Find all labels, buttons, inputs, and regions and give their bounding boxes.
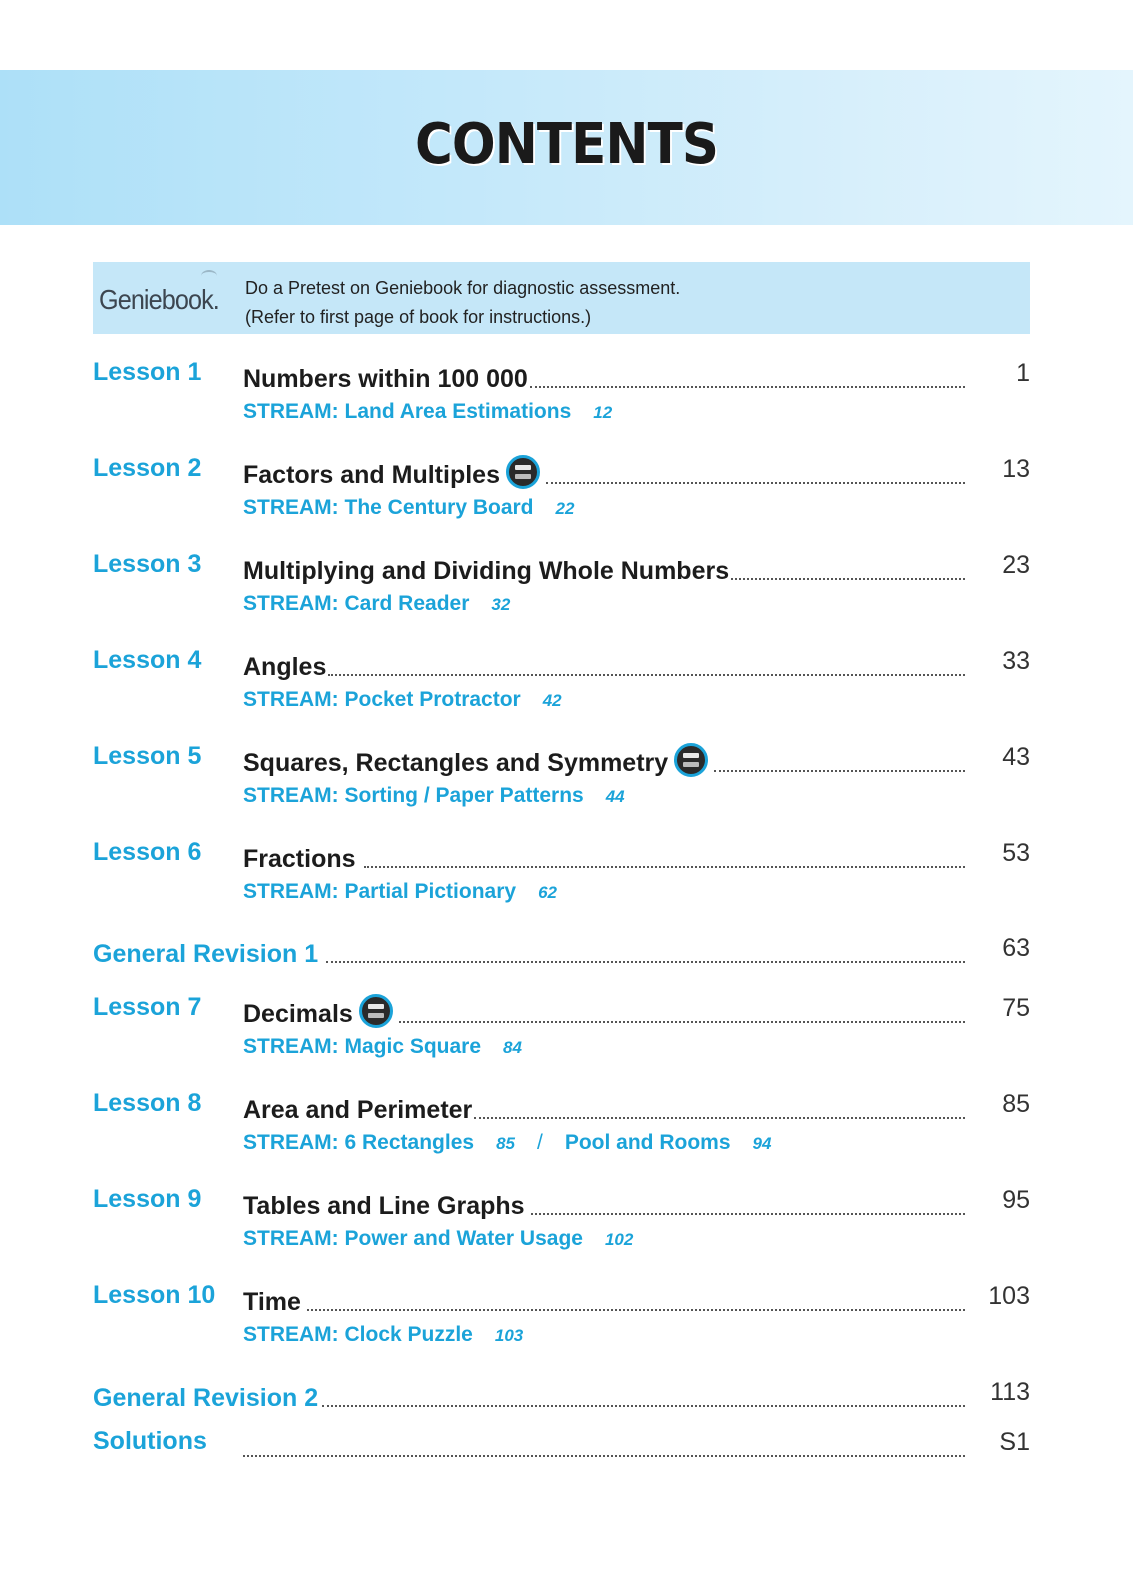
page-title: CONTENTS (414, 112, 719, 177)
lesson-title[interactable]: Area and Perimeter (243, 1096, 473, 1124)
toc-entry-lesson-6[interactable] (0, 838, 1133, 903)
page-number: 113 (990, 1378, 1030, 1406)
stream-page-number: 12 (593, 403, 613, 422)
stream-activity: STREAM: Magic Square 84 (243, 1035, 522, 1058)
lesson-label: Lesson 10 (93, 1281, 216, 1309)
geniebook-text (245, 274, 680, 332)
page-number: 75 (1002, 994, 1030, 1022)
dot-leader (326, 960, 965, 963)
dot-leader (731, 577, 965, 580)
stream-activity: STREAM: 6 Rectangles 85 / Pool and Rooms 94 (243, 1131, 772, 1154)
dot-leader (243, 1454, 965, 1457)
stream-page-number: 44 (605, 787, 625, 806)
stream-page-number: 103 (494, 1326, 524, 1345)
geniebook-line-1: Do a Pretest on Geniebook for diagnostic assessment. (245, 278, 681, 298)
toc-entry-lesson-8[interactable] (0, 1089, 1133, 1154)
toc-entry-lesson-3[interactable] (0, 550, 1133, 615)
dot-leader (328, 673, 965, 676)
section-title[interactable]: General Revision 1 (93, 940, 319, 968)
lesson-title[interactable]: Fractions (243, 845, 356, 873)
lesson-title[interactable]: Factors and Multiples (243, 461, 500, 489)
geniebook-logo: Geniebook. (99, 284, 219, 315)
lesson-label: Lesson 8 (93, 1089, 202, 1117)
dot-leader (530, 385, 965, 388)
lesson-title[interactable]: Numbers within 100 000 (243, 365, 528, 393)
toc-entry-lesson-9[interactable] (0, 1185, 1133, 1250)
section-title[interactable]: Solutions (93, 1427, 207, 1455)
lesson-label: Lesson 1 (93, 358, 202, 386)
stream-separator: / (536, 1131, 543, 1154)
lesson-title[interactable]: Angles (243, 653, 327, 681)
stream-activity: STREAM: Land Area Estimations 12 (243, 400, 613, 423)
dot-leader (546, 481, 965, 484)
dot-leader (714, 769, 965, 772)
stream-page-number: 84 (503, 1038, 522, 1057)
e-learning-icon (359, 994, 393, 1028)
lesson-label: Lesson 6 (93, 838, 202, 866)
geniebook-line-2: (Refer to first page of book for instructions.) (245, 307, 592, 327)
section-title[interactable]: General Revision 2 (93, 1384, 319, 1412)
lesson-label: Lesson 2 (93, 454, 202, 482)
toc-entry-solutions[interactable] (0, 1427, 1133, 1467)
lesson-title[interactable]: Tables and Line Graphs (243, 1192, 525, 1220)
e-learning-icon (674, 743, 708, 777)
lesson-label: Lesson 7 (93, 993, 202, 1021)
lesson-title[interactable]: Squares, Rectangles and Symmetry (243, 749, 669, 777)
lesson-label: Lesson 3 (93, 550, 202, 578)
stream-activity: STREAM: Power and Water Usage 102 (243, 1227, 634, 1250)
toc-entry-lesson-1[interactable] (0, 358, 1133, 423)
page-number: 63 (1002, 934, 1030, 962)
lesson-label: Lesson 5 (93, 742, 202, 770)
toc-entry-general-revision-1[interactable] (0, 933, 1133, 973)
toc-entry-lesson-2[interactable] (0, 454, 1133, 519)
lesson-label: Lesson 4 (93, 646, 202, 674)
page-number: S1 (999, 1428, 1030, 1456)
lesson-label: Lesson 9 (93, 1185, 202, 1213)
stream-activity: STREAM: Clock Puzzle 103 (243, 1323, 524, 1346)
stream-activity: STREAM: Sorting / Paper Patterns 44 (243, 784, 625, 807)
toc-entry-lesson-10[interactable] (0, 1281, 1133, 1346)
page-number: 23 (1002, 551, 1030, 579)
stream-activity: STREAM: Card Reader 32 (243, 592, 511, 615)
stream-page-number: 22 (555, 499, 575, 518)
dot-leader (364, 865, 965, 868)
lesson-title[interactable]: Time (243, 1288, 301, 1316)
toc-entry-lesson-7[interactable] (0, 993, 1133, 1058)
page-number: 13 (1002, 455, 1030, 483)
toc-entry-general-revision-2[interactable] (0, 1377, 1133, 1417)
stream-page-number: 102 (604, 1230, 634, 1249)
lesson-title[interactable]: Multiplying and Dividing Whole Numbers (243, 557, 730, 585)
stream-page-number: 62 (538, 883, 557, 902)
dot-leader (399, 1020, 965, 1023)
dot-leader (307, 1308, 965, 1311)
stream-page-number: 94 (752, 1134, 772, 1153)
genie-lamp-icon (201, 270, 217, 282)
stream-page-number: 32 (491, 595, 511, 614)
page-number: 33 (1002, 647, 1030, 675)
e-learning-icon (506, 455, 540, 489)
page-number: 53 (1002, 839, 1030, 867)
toc-entry-lesson-5[interactable] (0, 742, 1133, 807)
page-number: 103 (988, 1282, 1030, 1310)
geniebook-notice (93, 262, 1030, 334)
page-number: 85 (1002, 1090, 1030, 1118)
page-number: 1 (1016, 359, 1030, 387)
page-number: 43 (1002, 743, 1030, 771)
stream-activity: STREAM: Partial Pictionary 62 (243, 880, 557, 903)
toc-entry-lesson-4[interactable] (0, 646, 1133, 711)
stream-activity: STREAM: Pocket Protractor 42 (243, 688, 562, 711)
lesson-title[interactable]: Decimals (243, 1000, 353, 1028)
stream-page-number: 85 (496, 1134, 515, 1153)
dot-leader (322, 1404, 965, 1407)
page-number: 95 (1002, 1186, 1030, 1214)
stream-activity: STREAM: The Century Board 22 (243, 496, 575, 519)
stream-page-number: 42 (542, 691, 562, 710)
dot-leader (531, 1212, 965, 1215)
dot-leader (474, 1116, 965, 1119)
